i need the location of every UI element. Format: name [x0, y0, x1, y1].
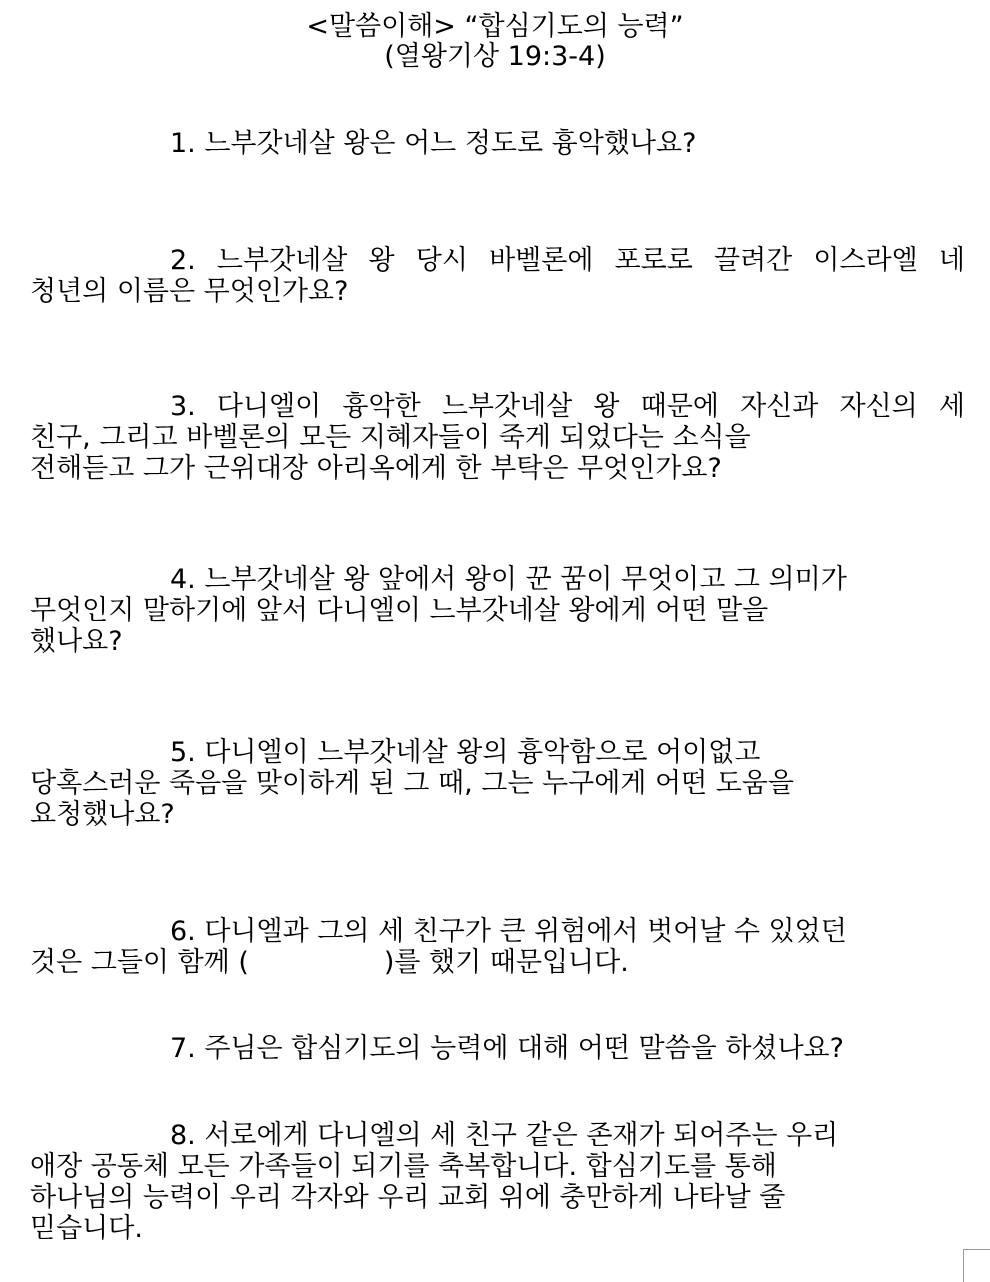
- question-8: [30, 1120, 965, 1244]
- question-7: [30, 1033, 965, 1064]
- question-line: [30, 947, 965, 978]
- question-line: 6. 다니엘과 그의 세 친구가 큰 위험에서 벗어날 수 있었던: [170, 916, 847, 947]
- question-5: [30, 737, 965, 830]
- question-line: 8. 서로에게 다니엘의 세 친구 같은 존재가 되어주는 우리: [170, 1120, 839, 1151]
- question-1: [30, 128, 965, 159]
- page-corner-mark: [963, 1249, 990, 1282]
- question-line: 전해듣고 그가 근위대장 아리옥에게 한 부탁은 무엇인가요?: [30, 453, 722, 484]
- fill-blank-suffix: )를 했기 때문입니다.: [383, 947, 629, 978]
- question-line: 2. 느부갓네살 왕 당시 바벨론에 포로로 끌려간 이스라엘 네: [170, 245, 965, 276]
- question-line: 요청했나요?: [30, 799, 175, 830]
- question-line: 3. 다니엘이 흉악한 느부갓네살 왕 때문에 자신과 자신의 세: [170, 391, 965, 422]
- question-line: 하나님의 능력이 우리 각자와 우리 교회 위에 충만하게 나타날 줄: [30, 1182, 786, 1213]
- question-3: [30, 391, 965, 484]
- question-line: 무엇인지 말하기에 앞서 다니엘이 느부갓네살 왕에게 어떤 말을: [30, 595, 769, 626]
- document-title: <말씀이해> “합심기도의 능력”: [306, 11, 684, 42]
- question-line: 애장 공동체 모든 가족들이 되기를 축복합니다. 합심기도를 통해: [30, 1151, 777, 1182]
- question-line: 친구, 그리고 바벨론의 모든 지혜자들이 죽게 되었다는 소식을: [30, 422, 751, 453]
- question-line: 5. 다니엘이 느부갓네살 왕의 흉악함으로 어이없고: [170, 737, 761, 768]
- question-4: [30, 564, 965, 657]
- question-line: 7. 주님은 합심기도의 능력에 대해 어떤 말씀을 하셨나요?: [170, 1033, 844, 1064]
- question-line: 1. 느부갓네살 왕은 어느 정도로 흉악했나요?: [170, 128, 697, 159]
- scripture-reference: (열왕기상 19:3-4): [384, 41, 606, 72]
- question-line: 당혹스러운 죽음을 맞이하게 된 그 때, 그는 누구에게 어떤 도움을: [30, 768, 794, 799]
- question-2: [30, 245, 965, 307]
- question-line: 4. 느부갓네살 왕 앞에서 왕이 꾼 꿈이 무엇이고 그 의미가: [170, 564, 847, 595]
- question-line: 청년의 이름은 무엇인가요?: [30, 276, 349, 307]
- question-line: 했나요?: [30, 626, 123, 657]
- question-line: 믿습니다.: [30, 1213, 143, 1244]
- fill-blank-prefix: 것은 그들이 함께 (: [30, 947, 249, 978]
- question-6: [30, 916, 965, 978]
